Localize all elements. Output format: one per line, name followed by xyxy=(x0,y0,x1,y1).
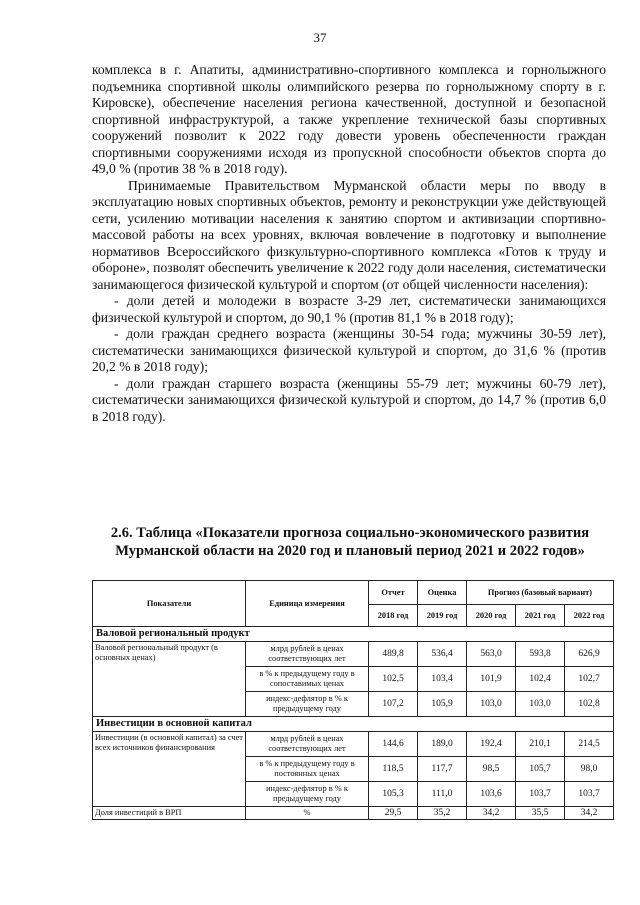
value-cell: 98,5 xyxy=(467,757,516,782)
value-cell: 105,9 xyxy=(418,692,467,717)
value-cell: 210,1 xyxy=(516,732,565,757)
unit-cell: индекс-дефлятор в % к предыдущему году xyxy=(246,692,369,717)
list-item: - доли граждан среднего возраста (женщины 30-54 года; мужчины 30-59 лет), систематически занимающихся физической культурой и спортом, до 31,6 % (против 20,2 % в 2018 году); xyxy=(92,326,606,374)
indicator-cell: Инвестиции (в основной капитал) за счет всех источников финансирования xyxy=(93,732,246,807)
value-cell: 102,8 xyxy=(565,692,614,717)
value-cell: 103,7 xyxy=(516,782,565,807)
header-unit: Единица измерения xyxy=(246,581,369,627)
value-cell: 102,7 xyxy=(565,667,614,692)
unit-cell: млрд рублей в ценах соответствующих лет xyxy=(246,732,369,757)
unit-cell: индекс-дефлятор в % к предыдущему году xyxy=(246,782,369,807)
value-cell: 563,0 xyxy=(467,642,516,667)
value-cell: 98,0 xyxy=(565,757,614,782)
value-cell: 103,6 xyxy=(467,782,516,807)
unit-cell: млрд рублей в ценах соответствующих лет xyxy=(246,642,369,667)
unit-cell: % xyxy=(246,807,369,820)
header-year-2018: 2018 год xyxy=(369,605,418,627)
value-cell: 34,2 xyxy=(467,807,516,820)
header-year-2021: 2021 год xyxy=(516,605,565,627)
value-cell: 489,8 xyxy=(369,642,418,667)
list-item: - доли детей и молодежи в возрасте 3-29 лет, систематически занимающихся физической культурой и спортом, до 90,1 % (против 81,1 % в 2018 году); xyxy=(92,293,606,325)
header-year-2022: 2022 год xyxy=(565,605,614,627)
value-cell: 536,4 xyxy=(418,642,467,667)
section-title: Валовой региональный продукт xyxy=(93,627,614,642)
value-cell: 593,8 xyxy=(516,642,565,667)
header-estimate: Оценка xyxy=(418,581,467,605)
value-cell: 626,9 xyxy=(565,642,614,667)
section-title: Инвестиции в основной капитал xyxy=(93,717,614,732)
forecast-table xyxy=(92,580,614,820)
list-item: - доли граждан старшего возраста (женщины 55-79 лет; мужчины 60-79 лет), систематически занимающихся физической культурой и спортом, до 14,7 % (против 6,0 в 2018 году). xyxy=(92,375,606,424)
header-indicator: Показатели xyxy=(93,581,246,627)
value-cell: 103,0 xyxy=(516,692,565,717)
value-cell: 192,4 xyxy=(467,732,516,757)
value-cell: 103,7 xyxy=(565,782,614,807)
header-year-2019: 2019 год xyxy=(418,605,467,627)
value-cell: 189,0 xyxy=(418,732,467,757)
value-cell: 103,4 xyxy=(418,667,467,692)
value-cell: 101,9 xyxy=(467,667,516,692)
header-forecast: Прогноз (базовый вариант) xyxy=(467,581,614,605)
value-cell: 105,3 xyxy=(369,782,418,807)
value-cell: 117,7 xyxy=(418,757,467,782)
indicator-cell: Доля инвестиций в ВРП xyxy=(93,807,246,820)
value-cell: 29,5 xyxy=(369,807,418,820)
value-cell: 111,0 xyxy=(418,782,467,807)
value-cell: 107,2 xyxy=(369,692,418,717)
header-year-2020: 2020 год xyxy=(467,605,516,627)
value-cell: 144,6 xyxy=(369,732,418,757)
value-cell: 102,4 xyxy=(516,667,565,692)
unit-cell: в % к предыдущему году в сопоставимых ценах xyxy=(246,667,369,692)
value-cell: 105,7 xyxy=(516,757,565,782)
value-cell: 118,5 xyxy=(369,757,418,782)
value-cell: 214,5 xyxy=(565,732,614,757)
value-cell: 34,2 xyxy=(565,807,614,820)
page-number: 37 xyxy=(313,30,327,45)
header-report: Отчет xyxy=(369,581,418,605)
value-cell: 35,5 xyxy=(516,807,565,820)
paragraph: Принимаемые Правительством Мурманской области меры по вводу в эксплуатацию новых спортивных объектов, ремонту и реконструкции уже действующей сети, усилению мотивации населения к занятию спортом и активизации спортивно-массовой работы на всех уровнях, включая вовлечение в подготовку и выполнение нормативов Всероссийского физкультурно-спортивного комплекса «Готов к труду и обороне», позволят обеспечить увеличение к 2022 году доли населения, систематически занимающегося физической культурой и спортом (от общей численности населения): xyxy=(92,177,606,292)
paragraph: комплекса в г. Апатиты, административно-спортивного комплекса и горнолыжного подъемника спортивной школы олимпийского резерва по горнолыжному спорту в г. Кировске), обеспечение населения региона качественной, доступной и безопасной спортивной инфраструктурой, а также укрепление технической базы спортивных сооружений позволит к 2022 году довести уровень обеспеченности граждан спортивными сооружениями исходя из пропускной способности объектов спорта до 49,0 % (против 38 % в 2018 году). xyxy=(92,62,606,176)
table-title: 2.6. Таблица «Показатели прогноза социально-экономического развития Мурманской области на 2020 год и плановый период 2021 и 2022 годов» xyxy=(110,525,590,559)
value-cell: 102,5 xyxy=(369,667,418,692)
value-cell: 103,0 xyxy=(467,692,516,717)
body-text xyxy=(92,62,606,425)
indicator-cell: Валовой региональный продукт (в основных ценах) xyxy=(93,642,246,717)
value-cell: 35,2 xyxy=(418,807,467,820)
unit-cell: в % к предыдущему году в постоянных ценах xyxy=(246,757,369,782)
